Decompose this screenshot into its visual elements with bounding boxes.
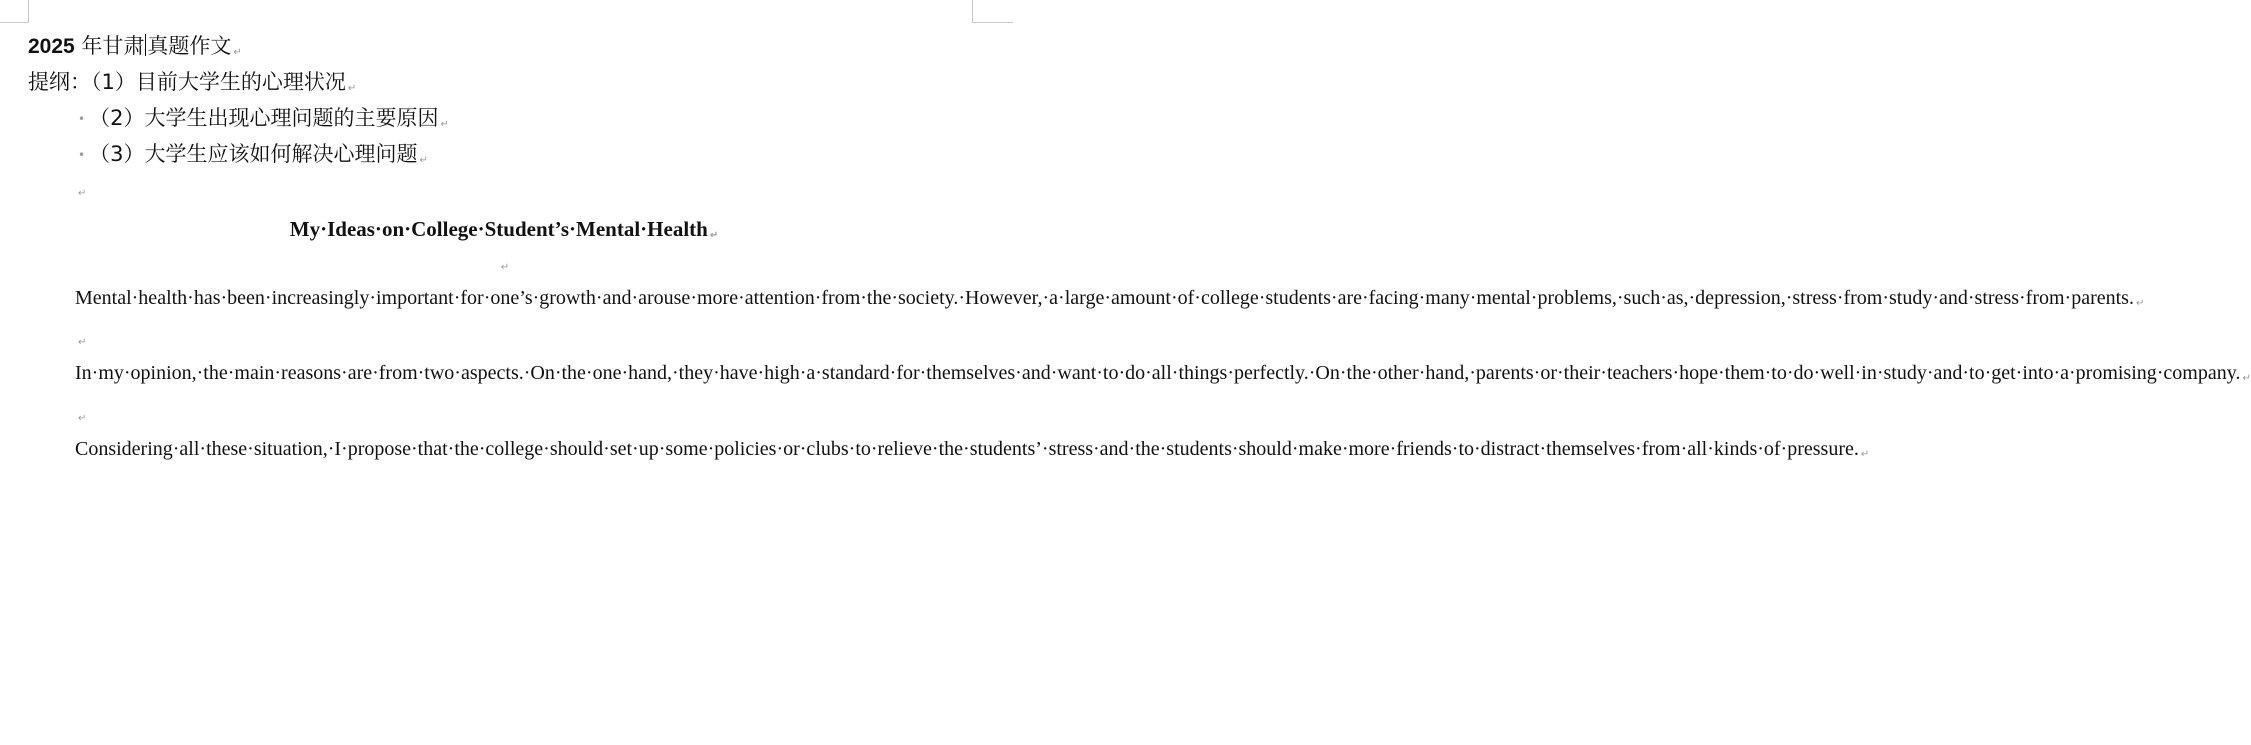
- paragraph-mark: ↵: [709, 230, 719, 241]
- empty-paragraph: [28, 397, 980, 432]
- essay-paragraph-1-text: Mental·health·has·been·increasingly·important·for·one’s·growth·and·arouse·more·attention·from·the·society.·However,·a·large·amount·of·college·students·are·facing·many·mental·problems,·such·as,·depression,·stress·from·study·and·stress·from·parents.: [75, 287, 2134, 309]
- essay-paragraph-2-text: In·my·opinion,·the·main·reasons·are·from·two·aspects.·On·the·one·hand,·they·have·high·a·standard·for·themselves·and·want·to·do·all·things·perfectly.·On·the·other·hand,·parents·or·their·teachers·hope·them·to·do·well·in·study·and·to·get·into·a·promising·company.: [75, 362, 2241, 385]
- empty-paragraph: [28, 247, 980, 281]
- essay-title-text: My·Ideas·on·College·Student’s·Mental·Health: [289, 217, 708, 241]
- outline-label: 提纲：: [28, 70, 91, 94]
- outline-line-3: [28, 136, 980, 172]
- paragraph-mark: ↵: [2135, 298, 2145, 309]
- heading-year: 2025: [28, 35, 75, 58]
- essay-title: [28, 211, 980, 247]
- page-corner-mark-left: [0, 0, 29, 23]
- heading-text-part1: 年甘肃: [81, 34, 145, 58]
- essay-paragraph-3-text: Considering·all·these·situation,·I·propose·that·the·college·should·set·up·some·policies·or·clubs·to·relieve·the·students’·stress·and·the·students·should·make·more·friends·to·distract·themselves·from·all·kinds·of·pressure.: [75, 437, 1859, 460]
- bullet-icon: •: [78, 112, 86, 126]
- paragraph-mark: ↵: [233, 47, 242, 58]
- paragraph-mark: ↵: [500, 262, 510, 273]
- paragraph-mark: ↵: [78, 337, 87, 349]
- empty-paragraph: [28, 172, 980, 207]
- paragraph-mark: ↵: [419, 155, 428, 166]
- heading-text-part2: 真题作文: [147, 34, 232, 58]
- paragraph-mark: ↵: [2242, 373, 2251, 385]
- outline-line-2: [28, 100, 980, 136]
- outline-item-1: （1）目前大学生的心理状况: [91, 70, 346, 94]
- paragraph-mark: ↵: [78, 188, 87, 199]
- outline-item-3: （3）大学生应该如何解决心理问题: [89, 142, 418, 166]
- empty-paragraph: [28, 321, 980, 356]
- paragraph-mark: ↵: [347, 83, 357, 94]
- essay-paragraph-2: [28, 356, 2251, 396]
- bullet-icon: •: [78, 148, 86, 162]
- paragraph-mark: ↵: [1860, 448, 1870, 460]
- outline-line-1: [28, 64, 980, 100]
- heading-line: [28, 28, 980, 64]
- paragraph-mark: ↵: [78, 412, 87, 424]
- outline-item-2: （2）大学生出现心理问题的主要原因: [89, 106, 439, 130]
- document-body[interactable]: [28, 28, 2251, 472]
- essay-paragraph-1: [28, 281, 2145, 321]
- paragraph-mark: ↵: [440, 119, 449, 130]
- essay-paragraph-3: [28, 432, 1870, 472]
- page-corner-mark-right: [972, 0, 1013, 23]
